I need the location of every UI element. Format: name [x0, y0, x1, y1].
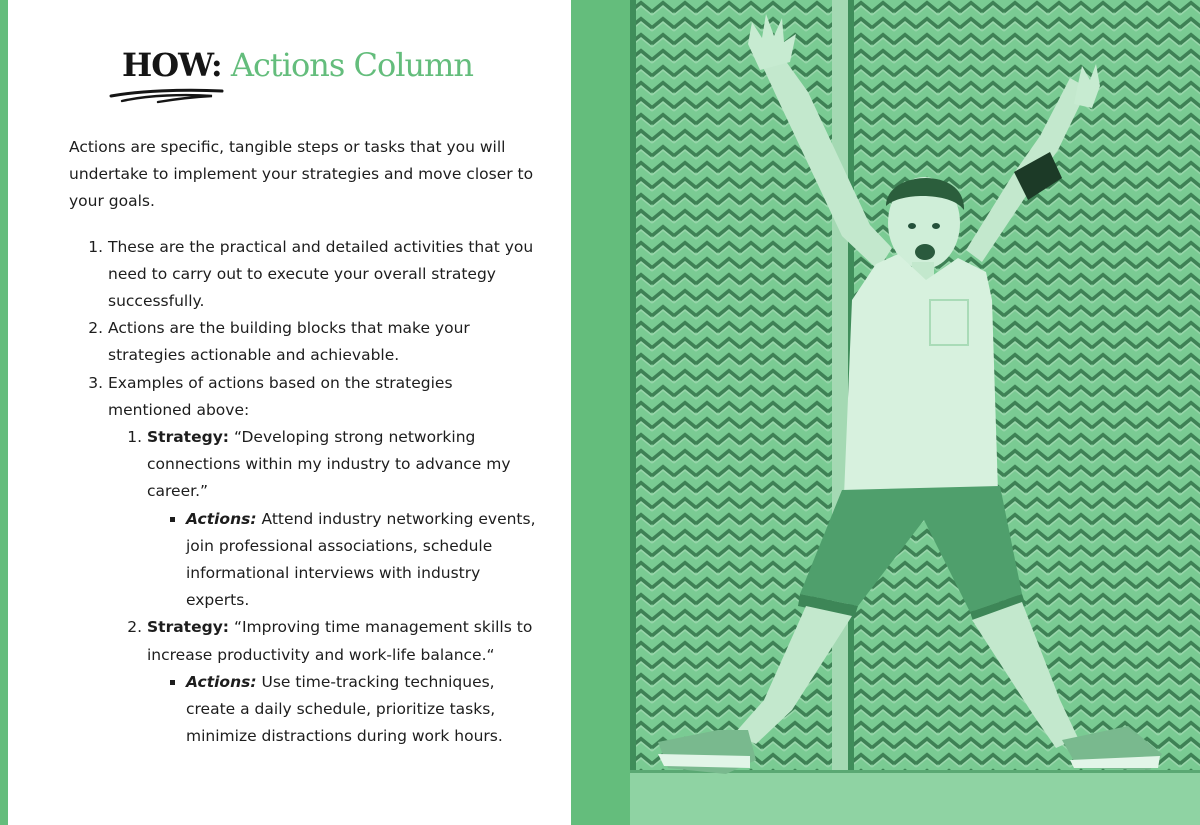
actions-item	[186, 506, 539, 615]
actions-list	[147, 506, 539, 615]
point-text: These are the practical and detailed activities that you need to carry out to execute your overall strategy successfully.	[108, 237, 534, 311]
example-item	[147, 424, 539, 614]
title-prefix: HOW:	[122, 46, 222, 84]
example-item	[147, 614, 539, 750]
photo-illustration	[630, 0, 1200, 825]
title-accent: Actions Column	[230, 46, 473, 84]
page-title	[122, 46, 473, 84]
body-content	[69, 134, 539, 750]
list-item	[108, 370, 539, 751]
actions-item	[186, 669, 539, 751]
left-green-edge	[0, 0, 8, 825]
strategy-text: “Improving time management skills to increase productivity and work-life balance.“	[147, 618, 533, 664]
jumping-boy-photo	[630, 0, 1200, 825]
strategy-text: “Developing strong networking connections within my industry to advance my career.”	[147, 428, 511, 501]
point-text: Examples of actions based on the strategies mentioned above:	[108, 373, 453, 419]
list-item	[108, 234, 539, 316]
green-divider-band	[571, 0, 630, 825]
actions-label: Actions:	[186, 672, 257, 691]
actions-label: Actions:	[186, 509, 257, 528]
actions-text: Use time-tracking techniques, create a daily schedule, prioritize tasks, minimize distractions during work hours.	[186, 672, 503, 746]
actions-list	[147, 669, 539, 751]
strategy-label: Strategy:	[147, 618, 229, 637]
list-item	[108, 315, 539, 369]
point-text: Actions are the building blocks that make your strategies actionable and achievable.	[108, 319, 470, 365]
intro-paragraph: Actions are specific, tangible steps or tasks that you will undertake to implement your strategies and move closer to your goals.	[69, 138, 534, 211]
actions-text: Attend industry networking events, join professional associations, schedule informational interviews with industry experts.	[186, 509, 536, 610]
points-list	[69, 234, 539, 751]
examples-list	[108, 424, 539, 750]
strategy-label: Strategy:	[147, 428, 229, 447]
brush-underline-icon	[108, 82, 226, 106]
